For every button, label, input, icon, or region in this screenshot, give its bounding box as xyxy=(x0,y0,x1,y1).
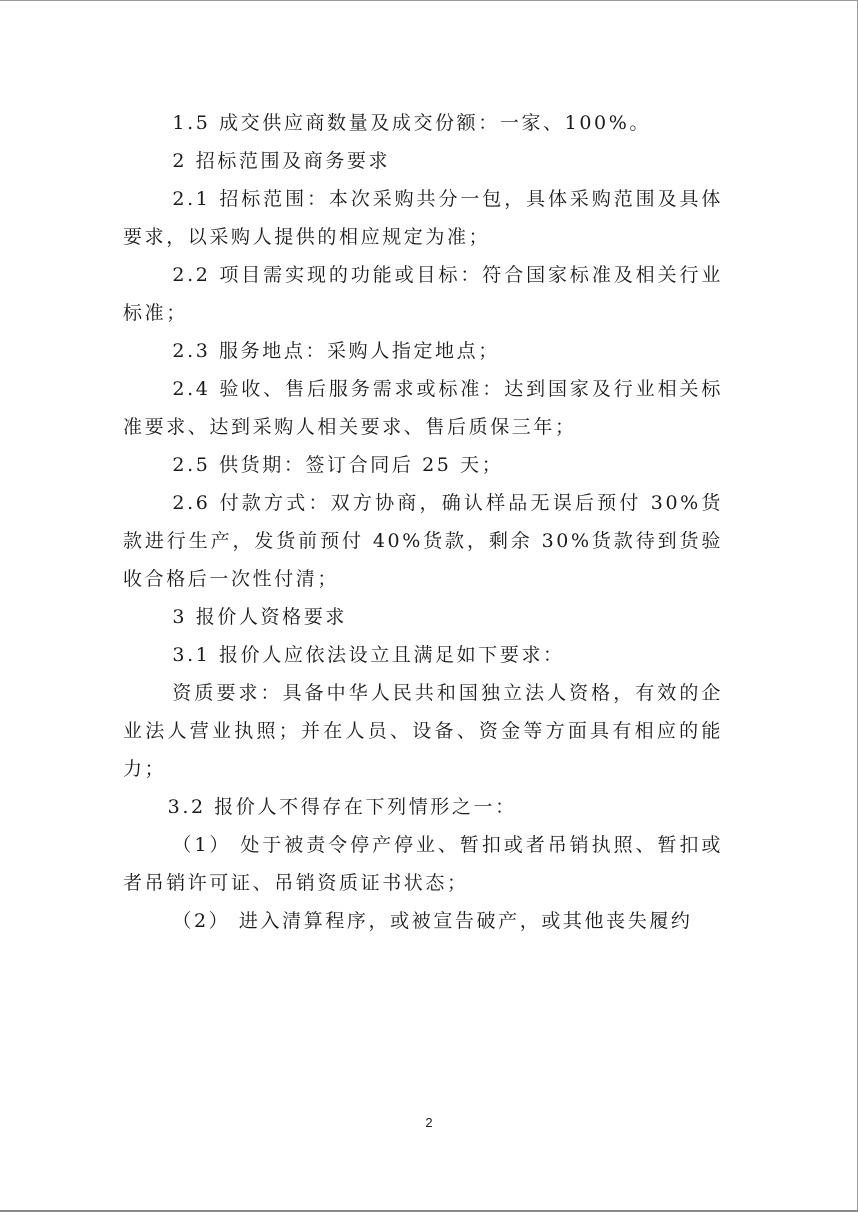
paragraph-2-1: 2.1 招标范围：本次采购共分一包，具体采购范围及具体要求，以采购人提供的相应规定为准； xyxy=(123,188,723,248)
heading-section-2: 2 招标范围及商务要求 xyxy=(172,150,391,172)
paragraph-qualification: 资质要求：具备中华人民共和国独立法人资格，有效的企业法人营业执照；并在人员、设备、资金等方面具有相应的能力； xyxy=(123,682,723,780)
list-item-2: （2） 进入清算程序，或被宣告破产，或其他丧失履约 xyxy=(172,910,693,932)
list-item-1: （1） 处于被责令停产停业、暂扣或者吊销执照、暂扣或者吊销许可证、吊销资质证书状态； xyxy=(123,834,723,894)
paragraph-1-5: 1.5 成交供应商数量及成交份额：一家、100%。 xyxy=(172,112,651,134)
paragraph-2-3: 2.3 服务地点：采购人指定地点； xyxy=(172,340,500,362)
paragraph-2-5: 2.5 供货期：签订合同后 25 天； xyxy=(172,454,504,476)
paragraph-2-2: 2.2 项目需实现的功能或目标：符合国家标准及相关行业标准； xyxy=(123,264,723,324)
paragraph-2-6: 2.6 付款方式：双方协商，确认样品无误后预付 30%货款进行生产，发货前预付 40%货款，剩余 30%货款待到货验收合格后一次性付清； xyxy=(123,492,723,590)
paragraph-2-4: 2.4 验收、售后服务需求或标准：达到国家及行业相关标准要求、达到采购人相关要求、售后质保三年； xyxy=(123,378,723,438)
page-number: 2 xyxy=(425,1115,433,1130)
paragraph-3-1: 3.1 报价人应依法设立且满足如下要求： xyxy=(172,644,565,666)
page-border-top xyxy=(0,0,858,1)
heading-section-3: 3 报价人资格要求 xyxy=(172,606,347,628)
document-body xyxy=(123,104,723,940)
paragraph-3-2: 3.2 报价人不得存在下列情形之一： xyxy=(167,796,517,818)
